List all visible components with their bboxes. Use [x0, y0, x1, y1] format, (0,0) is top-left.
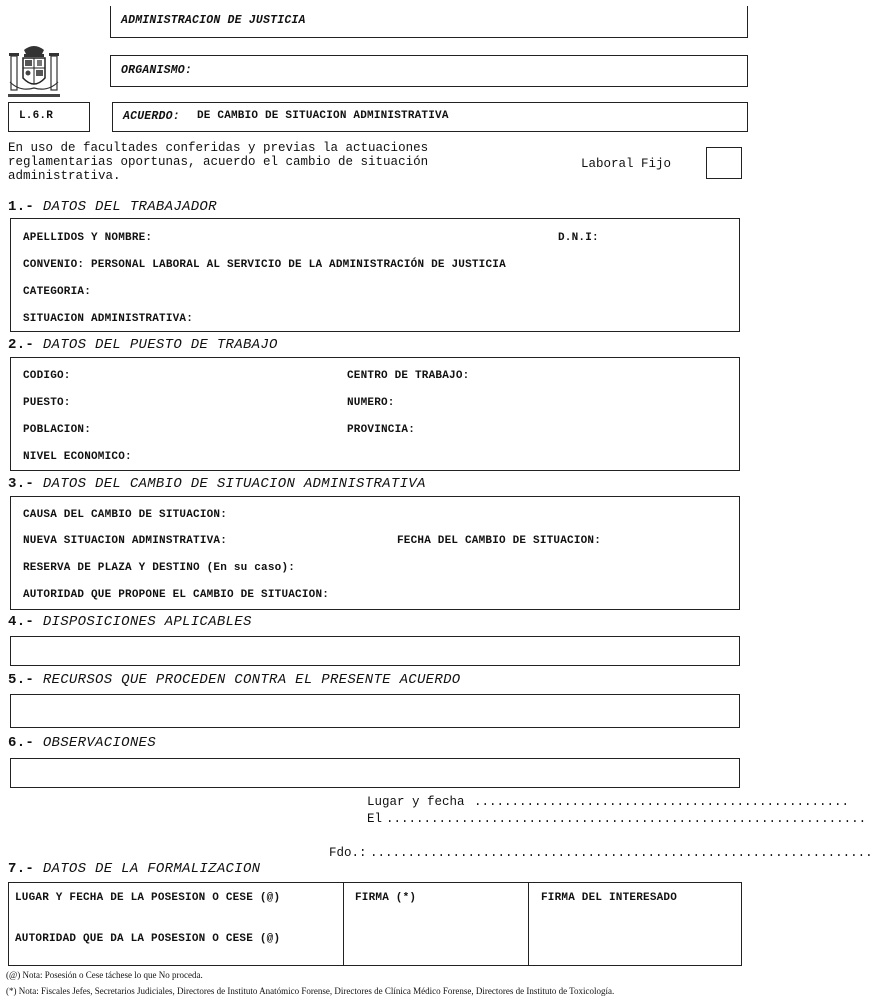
disposiciones-box[interactable]	[10, 636, 740, 666]
acuerdo-text: DE CAMBIO DE SITUACION ADMINISTRATIVA	[197, 110, 449, 122]
laboral-fijo-label: Laboral Fijo	[581, 157, 672, 171]
lugar-fecha-label: Lugar y fecha	[367, 795, 465, 809]
reserva-plaza-field[interactable]: RESERVA DE PLAZA Y DESTINO (En su caso):	[23, 562, 296, 574]
note-posesion: (@) Nota: Posesión o Cese táchese lo que No proceda.	[6, 970, 203, 980]
laboral-fijo-checkbox[interactable]	[706, 147, 742, 179]
section-4-title: 4.- DISPOSICIONES APLICABLES	[8, 614, 252, 630]
fdo-label: Fdo.:	[329, 846, 367, 860]
cambio-box	[10, 496, 740, 610]
autoridad-propone-field[interactable]: AUTORIDAD QUE PROPONE EL CAMBIO DE SITUACION:	[23, 589, 330, 601]
section-5-title: 5.- RECURSOS QUE PROCEDEN CONTRA EL PRESENTE ACUERDO	[8, 672, 461, 688]
section-1-title: 1.- DATOS DEL TRABAJADOR	[8, 199, 217, 215]
nivel-economico-field[interactable]: NIVEL ECONOMICO:	[23, 451, 132, 463]
section-3-title: 3.- DATOS DEL CAMBIO DE SITUACION ADMINISTRATIVA	[8, 476, 426, 492]
trabajador-box	[10, 218, 740, 332]
organismo-box	[110, 55, 748, 87]
poblacion-field[interactable]: POBLACION:	[23, 424, 92, 436]
puesto-field[interactable]: PUESTO:	[23, 397, 71, 409]
intro-line-1: En uso de facultades conferidas y previas la actuaciones	[8, 141, 429, 155]
section-2-title: 2.- DATOS DEL PUESTO DE TRABAJO	[8, 337, 278, 353]
coat-of-arms-icon	[6, 42, 62, 104]
organismo-label: ORGANISMO:	[121, 64, 193, 77]
puesto-box	[10, 357, 740, 471]
formalizacion-divider-1	[343, 883, 344, 965]
categoria-field[interactable]: CATEGORIA:	[23, 286, 92, 298]
convenio-field: CONVENIO: PERSONAL LABORAL AL SERVICIO DE LA ADMINISTRACIÓN DE JUSTICIA	[23, 259, 506, 271]
apellidos-nombre-field[interactable]: APELLIDOS Y NOMBRE:	[23, 232, 153, 244]
firma-interesado-field[interactable]: FIRMA DEL INTERESADO	[541, 892, 678, 904]
causa-cambio-field[interactable]: CAUSA DEL CAMBIO DE SITUACION:	[23, 509, 228, 521]
autoridad-posesion-field[interactable]: AUTORIDAD QUE DA LA POSESION O CESE (@)	[15, 933, 281, 945]
el-label: El	[367, 812, 383, 826]
situacion-administrativa-field[interactable]: SITUACION ADMINISTRATIVA:	[23, 313, 194, 325]
formalizacion-box	[8, 882, 742, 966]
lugar-posesion-field[interactable]: LUGAR Y FECHA DE LA POSESION O CESE (@)	[15, 892, 281, 904]
intro-line-3: administrativa.	[8, 169, 121, 183]
numero-field[interactable]: NUMERO:	[347, 397, 395, 409]
firma-field[interactable]: FIRMA (*)	[355, 892, 417, 904]
acuerdo-box	[112, 102, 748, 132]
provincia-field[interactable]: PROVINCIA:	[347, 424, 416, 436]
section-7-title: 7.- DATOS DE LA FORMALIZACION	[8, 861, 261, 877]
note-fiscales: (*) Nota: Fiscales Jefes, Secretarios Judiciales, Directores de Instituto Anatómico Forense, Directores de Clínica Médico Forense, Directores de Instituto de Toxicología.	[6, 986, 615, 996]
form-code: L.6.R	[19, 110, 54, 122]
admin-justicia-title: ADMINISTRACION DE JUSTICIA	[121, 14, 306, 27]
el-dots[interactable]: ................................................................	[386, 812, 867, 826]
fecha-cambio-field[interactable]: FECHA DEL CAMBIO DE SITUACION:	[397, 535, 602, 547]
codigo-field[interactable]: CODIGO:	[23, 370, 71, 382]
lugar-fecha-dots[interactable]: ..................................................	[474, 795, 850, 809]
recursos-box[interactable]	[10, 694, 740, 728]
form-code-box	[8, 102, 90, 132]
formalizacion-divider-2	[528, 883, 529, 965]
section-6-title: 6.- OBSERVACIONES	[8, 735, 156, 751]
acuerdo-label: ACUERDO:	[123, 110, 180, 123]
dni-field[interactable]: D.N.I:	[558, 232, 599, 244]
intro-line-2: reglamentarias oportunas, acuerdo el cambio de situación	[8, 155, 429, 169]
nueva-situacion-field[interactable]: NUEVA SITUACION ADMINSTRATIVA:	[23, 535, 228, 547]
centro-trabajo-field[interactable]: CENTRO DE TRABAJO:	[347, 370, 470, 382]
fdo-dots[interactable]: ...................................................................	[370, 846, 873, 860]
observaciones-box[interactable]	[10, 758, 740, 788]
admin-justicia-box	[110, 6, 748, 38]
